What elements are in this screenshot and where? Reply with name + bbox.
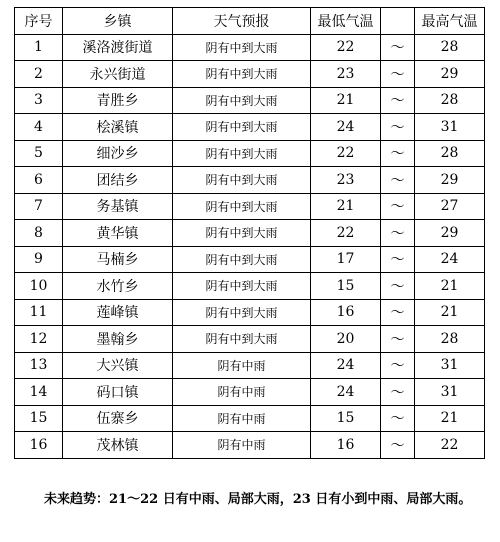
- row-range-symbol: ～: [381, 220, 415, 247]
- row-forecast: 阴有中到大雨: [173, 114, 311, 141]
- row-min-temp: 24: [311, 352, 381, 379]
- row-max-temp: 21: [415, 299, 485, 326]
- row-forecast: 阴有中到大雨: [173, 193, 311, 220]
- row-forecast: 阴有中到大雨: [173, 220, 311, 247]
- row-min-temp: 22: [311, 34, 381, 61]
- row-min-temp: 17: [311, 246, 381, 273]
- row-max-temp: 28: [415, 34, 485, 61]
- row-index: 3: [15, 87, 63, 114]
- row-town: 茂林镇: [63, 432, 173, 459]
- row-forecast: 阴有中到大雨: [173, 273, 311, 300]
- forecast-trend-note: 未来趋势：21～22 日有中雨、局部大雨，23 日有小到中雨、局部大雨。: [44, 492, 472, 507]
- table-row: [15, 352, 485, 379]
- row-forecast: 阴有中到大雨: [173, 167, 311, 194]
- row-max-temp: 31: [415, 114, 485, 141]
- row-min-temp: 24: [311, 379, 381, 406]
- row-min-temp: 21: [311, 87, 381, 114]
- row-min-temp: 16: [311, 432, 381, 459]
- row-range-symbol: ～: [381, 193, 415, 220]
- table-row: [15, 246, 485, 273]
- row-forecast: 阴有中到大雨: [173, 34, 311, 61]
- row-max-temp: 29: [415, 167, 485, 194]
- row-town: 黄华镇: [63, 220, 173, 247]
- table-row: [15, 273, 485, 300]
- row-max-temp: 24: [415, 246, 485, 273]
- row-max-temp: 29: [415, 220, 485, 247]
- row-max-temp: 31: [415, 379, 485, 406]
- row-max-temp: 28: [415, 140, 485, 167]
- table-row: [15, 167, 485, 194]
- row-town: 莲峰镇: [63, 299, 173, 326]
- row-town: 桧溪镇: [63, 114, 173, 141]
- row-range-symbol: ～: [381, 87, 415, 114]
- row-min-temp: 24: [311, 114, 381, 141]
- row-town: 马楠乡: [63, 246, 173, 273]
- row-max-temp: 22: [415, 432, 485, 459]
- row-range-symbol: ～: [381, 246, 415, 273]
- table-row: [15, 299, 485, 326]
- table-row: [15, 405, 485, 432]
- header-row: [15, 8, 485, 35]
- row-forecast: 阴有中雨: [173, 405, 311, 432]
- row-index: 14: [15, 379, 63, 406]
- row-min-temp: 22: [311, 220, 381, 247]
- row-max-temp: 31: [415, 352, 485, 379]
- row-index: 4: [15, 114, 63, 141]
- header-index: 序号: [15, 8, 63, 35]
- row-range-symbol: ～: [381, 299, 415, 326]
- table-row: [15, 379, 485, 406]
- row-range-symbol: ～: [381, 352, 415, 379]
- row-index: 9: [15, 246, 63, 273]
- row-index: 8: [15, 220, 63, 247]
- row-town: 团结乡: [63, 167, 173, 194]
- header-range-gap: [381, 8, 415, 35]
- row-max-temp: 21: [415, 273, 485, 300]
- forecast-table: [14, 7, 485, 459]
- row-index: 2: [15, 61, 63, 88]
- row-town: 码口镇: [63, 379, 173, 406]
- row-forecast: 阴有中到大雨: [173, 140, 311, 167]
- row-forecast: 阴有中到大雨: [173, 326, 311, 353]
- row-min-temp: 16: [311, 299, 381, 326]
- header-max-temp: 最高气温: [415, 8, 485, 35]
- row-town: 溪洛渡街道: [63, 34, 173, 61]
- row-index: 13: [15, 352, 63, 379]
- row-range-symbol: ～: [381, 140, 415, 167]
- header-town: 乡镇: [63, 8, 173, 35]
- row-min-temp: 15: [311, 405, 381, 432]
- row-min-temp: 23: [311, 61, 381, 88]
- row-town: 大兴镇: [63, 352, 173, 379]
- header-forecast: 天气预报: [173, 8, 311, 35]
- row-index: 12: [15, 326, 63, 353]
- row-min-temp: 23: [311, 167, 381, 194]
- row-max-temp: 28: [415, 87, 485, 114]
- row-index: 5: [15, 140, 63, 167]
- row-min-temp: 20: [311, 326, 381, 353]
- row-forecast: 阴有中到大雨: [173, 87, 311, 114]
- row-range-symbol: ～: [381, 405, 415, 432]
- row-forecast: 阴有中雨: [173, 432, 311, 459]
- row-index: 1: [15, 34, 63, 61]
- table-row: [15, 114, 485, 141]
- row-town: 务基镇: [63, 193, 173, 220]
- row-range-symbol: ～: [381, 432, 415, 459]
- header-min-temp: 最低气温: [311, 8, 381, 35]
- row-town: 水竹乡: [63, 273, 173, 300]
- row-range-symbol: ～: [381, 61, 415, 88]
- table-row: [15, 432, 485, 459]
- row-range-symbol: ～: [381, 273, 415, 300]
- row-index: 16: [15, 432, 63, 459]
- row-max-temp: 29: [415, 61, 485, 88]
- table-row: [15, 34, 485, 61]
- row-range-symbol: ～: [381, 379, 415, 406]
- row-range-symbol: ～: [381, 34, 415, 61]
- row-town: 墨翰乡: [63, 326, 173, 353]
- row-town: 青胜乡: [63, 87, 173, 114]
- row-index: 7: [15, 193, 63, 220]
- row-min-temp: 22: [311, 140, 381, 167]
- row-town: 细沙乡: [63, 140, 173, 167]
- row-min-temp: 15: [311, 273, 381, 300]
- table-row: [15, 193, 485, 220]
- row-index: 10: [15, 273, 63, 300]
- row-max-temp: 28: [415, 326, 485, 353]
- row-town: 永兴街道: [63, 61, 173, 88]
- table-row: [15, 220, 485, 247]
- row-forecast: 阴有中到大雨: [173, 246, 311, 273]
- table-row: [15, 87, 485, 114]
- row-range-symbol: ～: [381, 326, 415, 353]
- row-forecast: 阴有中到大雨: [173, 299, 311, 326]
- row-index: 11: [15, 299, 63, 326]
- row-max-temp: 27: [415, 193, 485, 220]
- table-row: [15, 140, 485, 167]
- table-row: [15, 326, 485, 353]
- row-max-temp: 21: [415, 405, 485, 432]
- row-forecast: 阴有中雨: [173, 379, 311, 406]
- row-min-temp: 21: [311, 193, 381, 220]
- row-forecast: 阴有中雨: [173, 352, 311, 379]
- row-forecast: 阴有中到大雨: [173, 61, 311, 88]
- table-row: [15, 61, 485, 88]
- row-range-symbol: ～: [381, 114, 415, 141]
- row-index: 6: [15, 167, 63, 194]
- row-range-symbol: ～: [381, 167, 415, 194]
- row-index: 15: [15, 405, 63, 432]
- row-town: 伍寨乡: [63, 405, 173, 432]
